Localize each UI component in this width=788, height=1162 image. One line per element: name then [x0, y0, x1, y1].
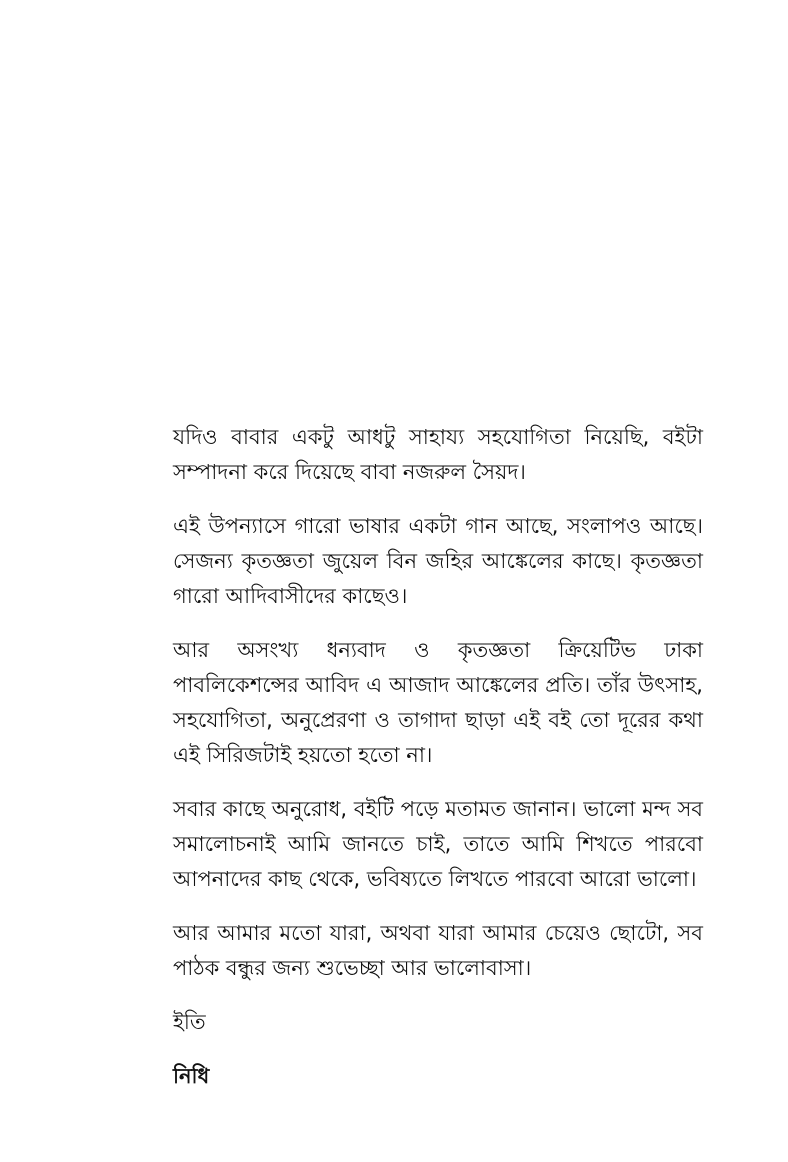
paragraph-3: আর অসংখ্য ধন্যবাদ ও কৃতজ্ঞতা ক্রিয়েটিভ ঢাকা পাবলিকেশন্সের আবিদ এ আজাদ আঙ্কেলের প্রতি। তাঁর উৎসাহ, সহযোগিতা, অনুপ্রেরণা ও তাগাদা ছাড়া এই বই তো দূরের কথা এই সিরিজটাই হয়তো হতো না।: [173, 638, 703, 767]
paragraph-2: এই উপন্যাসে গারো ভাষার একটা গান আছে, সংলাপও আছে। সেজন্য কৃতজ্ঞতা জুয়েল বিন জহির আঙ্কেলের কাছে। কৃতজ্ঞতা গারো আদিবাসীদের কাছেও।: [173, 514, 703, 608]
closing-text: ইতি: [173, 1010, 206, 1034]
paragraph-5: আর আমার মতো যারা, অথবা যারা আমার চেয়েও ছোটো, সব পাঠক বন্ধুর জন্য শুভেচ্ছা আর ভালোবাসা।: [173, 921, 703, 980]
paragraph-1: যদিও বাবার একটু আধটু সাহায্য সহযোগিতা নিয়েছি, বইটা সম্পাদনা করে দিয়েছে বাবা নজরুল সৈয়দ।: [173, 425, 703, 484]
signature-name: নিধি: [173, 1064, 210, 1088]
paragraph-4: সবার কাছে অনুরোধ, বইটি পড়ে মতামত জানান। ভালো মন্দ সব সমালোচনাই আমি জানতে চাই, তাতে আমি শিখতে পারবো আপনাদের কাছ থেকে, ভবিষ্যতে লিখতে পারবো আরো ভালো।: [173, 797, 703, 891]
acknowledgement-text: [173, 420, 703, 1113]
